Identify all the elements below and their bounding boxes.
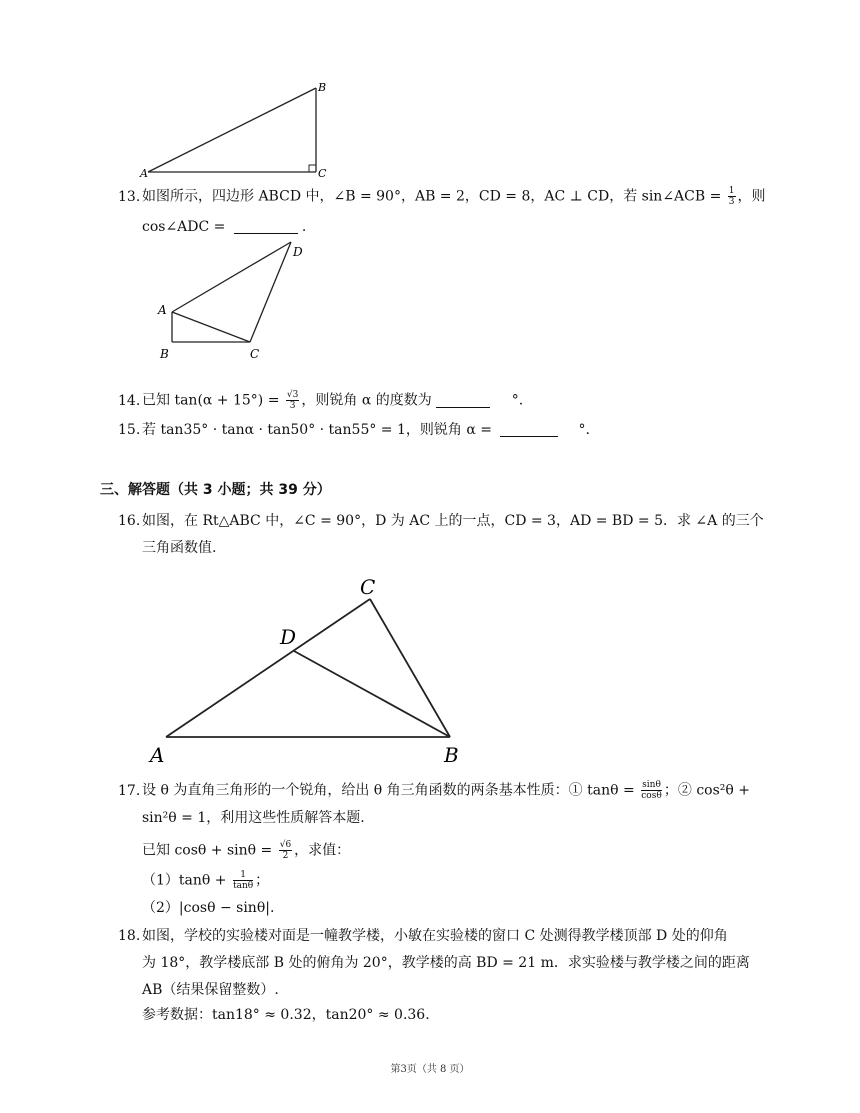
fig12-label-a: A	[140, 167, 148, 180]
q18-number: 18.	[118, 928, 141, 944]
q17-fraction-tan	[641, 780, 662, 801]
q17-frac-den: cosθ	[641, 791, 662, 801]
q13-fraction	[728, 186, 736, 207]
q13-text3: cos∠ADC =	[142, 219, 230, 235]
q15-text1: 若 tan35° · tanα · tan50° · tan55° = 1，则锐角 α =	[142, 422, 497, 438]
q17-text1a: 设 θ 为直角三角形的一个锐角，给出 θ 角三角函数的两条基本性质：① tanθ =	[142, 782, 640, 799]
q17-item1-fraction	[233, 870, 253, 891]
q13-number: 13.	[118, 188, 141, 205]
q16-text1: 如图，在 Rt△ABC 中，∠C = 90°，D 为 AC 上的一点，CD = 3，AD = BD = 5．求 ∠A 的三个	[142, 513, 764, 529]
q17-text3a: 已知 cosθ + sinθ =	[142, 842, 277, 859]
q14-line	[118, 390, 523, 411]
q13-line1	[118, 186, 766, 207]
q18-line3: AB（结果保留整数）.	[142, 982, 279, 998]
fig13-label-c: C	[250, 347, 260, 361]
q13-text2: ，则	[737, 188, 766, 205]
q15-text2: °.	[578, 422, 590, 438]
q13-text1: 如图所示，四边形 ABCD 中，∠B = 90°，AB = 2，CD = 8，AC ⊥ CD，若 sin∠ACB =	[142, 188, 726, 205]
q18-line2: 为 18°，教学楼底部 B 处的俯角为 20°，教学楼的高 BD = 21 m．求实验楼与教学楼之间的距离	[142, 955, 750, 971]
q17-item1a: （1）tanθ +	[142, 872, 231, 889]
section-title: 三、解答题（共 3 小题；共 39 分）	[100, 482, 331, 498]
q17-number: 17.	[118, 782, 141, 799]
q14-answer-blank[interactable]	[436, 393, 490, 408]
fig12-label-c: C	[318, 167, 327, 180]
q13-frac-num: 1	[728, 186, 735, 196]
q15-number: 15.	[118, 422, 141, 438]
q13-frac-den: 3	[728, 197, 735, 207]
q18-line4: 参考数据：tan18° ≈ 0.32，tan20° ≈ 0.36.	[142, 1007, 430, 1023]
page-footer: 第3页（共 8 页）	[390, 1064, 470, 1075]
fig16-label-c: C	[360, 575, 376, 599]
q18-text1: 如图，学校的实验楼对面是一幢教学楼，小敏在实验楼的窗口 C 处测得教学楼顶部 D 处的仰角	[142, 928, 728, 944]
q14-frac-den: 3	[289, 401, 296, 411]
q17-item1-den: tanθ	[232, 881, 254, 891]
q17-frac-num: sinθ	[642, 780, 661, 790]
fig13-label-d: D	[293, 245, 303, 259]
q13-text4: .	[301, 219, 307, 235]
q14-text2: ，则锐角 α 的度数为	[301, 392, 432, 409]
q17-frac2-den: 2	[282, 851, 289, 861]
q16-line2: 三角函数值.	[142, 540, 217, 556]
figure-triangle-abc-d	[148, 568, 478, 766]
q14-text1: 已知 tan(α + 15°) =	[142, 392, 284, 409]
fig13-label-b: B	[160, 347, 169, 361]
q17-line2: sin²θ = 1，利用这些性质解答本题.	[142, 810, 365, 826]
q18-line1	[118, 926, 728, 946]
q14-number: 14.	[118, 392, 141, 409]
q14-text3: °.	[511, 392, 524, 409]
q17-item1	[142, 870, 269, 891]
fig12-label-b: B	[318, 81, 327, 94]
figure-quadrilateral-abcd	[150, 236, 330, 366]
q17-item1b: ；	[255, 872, 270, 889]
q16-line1	[118, 511, 764, 531]
fig16-label-d: D	[280, 625, 297, 649]
q15-answer-blank[interactable]	[500, 422, 558, 437]
q17-text3b: ，求值：	[294, 842, 351, 859]
q17-line3	[142, 840, 350, 861]
figure-triangle-abc-top	[130, 74, 350, 184]
q15-line	[118, 420, 590, 440]
q16-number: 16.	[118, 513, 141, 529]
q13-answer-blank[interactable]	[234, 219, 298, 234]
q17-text1b: ；② cos²θ +	[663, 782, 751, 799]
q17-item2: （2）|cosθ − sinθ|.	[142, 900, 275, 916]
q14-frac-num: √3	[286, 390, 299, 400]
q13-line2	[142, 217, 306, 237]
fig16-label-a: A	[150, 743, 165, 766]
q17-fraction-root6	[279, 840, 292, 861]
q17-frac2-num: √6	[279, 840, 292, 850]
fig16-label-b: B	[444, 743, 459, 766]
fig13-label-a: A	[158, 303, 167, 317]
q17-line1	[118, 780, 750, 801]
q17-item1-num: 1	[233, 870, 253, 881]
q14-fraction	[286, 390, 299, 411]
